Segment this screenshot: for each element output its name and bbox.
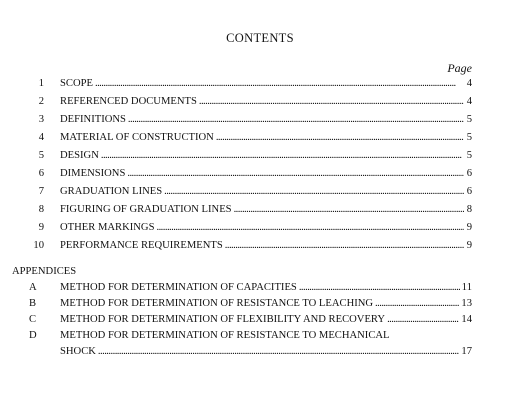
appendix-label-line1: METHOD FOR DETERMINATION OF RESISTANCE TO MECHANICAL [60, 330, 390, 341]
toc-entry [38, 94, 472, 109]
dot-leader [127, 166, 464, 181]
appendix-entry [60, 296, 472, 311]
dot-leader [98, 344, 459, 359]
toc-entry [33, 238, 472, 253]
dot-leader [225, 238, 464, 253]
toc-entry-page: 8 [466, 204, 472, 215]
appendix-label: METHOD FOR DETERMINATION OF RESISTANCE TO LEACHING [60, 298, 374, 309]
toc-entry [38, 166, 472, 181]
toc-entry-number: 9 [38, 222, 44, 233]
appendix-page: 17 [461, 346, 472, 357]
appendix-page: 11 [461, 282, 472, 293]
toc-entry [38, 220, 472, 235]
toc-entry-label: SCOPE [60, 78, 93, 89]
appendices-heading: APPENDICES [12, 266, 77, 277]
toc-entry-page: 6 [466, 186, 472, 197]
toc-entry-number: 7 [38, 186, 44, 197]
toc-entry-page: 9 [466, 222, 472, 233]
dot-leader [128, 112, 464, 127]
toc-entry-label: MATERIAL OF CONSTRUCTION [60, 132, 214, 143]
toc-entry-number: 1 [38, 78, 44, 89]
toc-entry-number: 2 [38, 96, 44, 107]
appendix-letter: C [29, 314, 37, 325]
toc-entry [38, 184, 472, 199]
toc-entry-number: 5 [38, 150, 44, 161]
toc-entry-label: REFERENCED DOCUMENTS [60, 96, 197, 107]
toc-entry-page: 5 [466, 132, 472, 143]
toc-entry-number: 3 [38, 114, 44, 125]
appendix-entry [60, 312, 472, 327]
toc-entry-page: 5 [466, 150, 472, 161]
toc-entry-page: 4 [466, 78, 472, 89]
appendix-letter: A [29, 282, 37, 293]
toc-entry [38, 148, 472, 163]
toc-entry [38, 130, 472, 145]
appendix-label: METHOD FOR DETERMINATION OF FLEXIBILITY AND RECOVERY [60, 314, 386, 325]
appendix-letter: D [29, 330, 37, 341]
toc-entry-number: 6 [38, 168, 44, 179]
page-title: CONTENTS [226, 31, 294, 45]
toc-entry-label: DEFINITIONS [60, 114, 126, 125]
toc-entry [38, 112, 472, 127]
dot-leader [164, 184, 464, 199]
dot-leader [199, 94, 464, 109]
appendix-letter: B [29, 298, 37, 309]
toc-entry-label: FIGURING OF GRADUATION LINES [60, 204, 232, 215]
toc-entry-page: 4 [466, 96, 472, 107]
toc-entry [38, 202, 472, 217]
dot-leader [299, 280, 460, 295]
dot-leader [101, 148, 464, 163]
toc-entry-number: 4 [38, 132, 44, 143]
dot-leader [387, 312, 459, 327]
toc-entry-label: GRADUATION LINES [60, 186, 163, 197]
appendix-entry [60, 344, 472, 359]
toc-entry-page: 5 [466, 114, 472, 125]
dot-leader [156, 220, 464, 235]
toc-entry-page: 6 [466, 168, 472, 179]
toc-entry-label: DIMENSIONS [60, 168, 126, 179]
appendix-entry [60, 280, 472, 295]
appendix-label-line2: SHOCK [60, 346, 96, 357]
toc-entry-number: 10 [33, 240, 44, 251]
dot-leader [375, 296, 459, 311]
dot-leader [95, 76, 464, 91]
toc-entry-page: 9 [466, 240, 472, 251]
appendix-page: 13 [461, 298, 472, 309]
toc-entry-label: OTHER MARKINGS [60, 222, 155, 233]
dot-leader [216, 130, 464, 145]
appendix-label: METHOD FOR DETERMINATION OF CAPACITIES [60, 282, 297, 293]
toc-entry-label: PERFORMANCE REQUIREMENTS [60, 240, 223, 251]
page-column-header: Page [447, 61, 472, 75]
toc-entry [38, 76, 472, 91]
toc-entry-number: 8 [38, 204, 44, 215]
appendix-page: 14 [461, 314, 472, 325]
dot-leader [234, 202, 464, 217]
toc-entry-label: DESIGN [60, 150, 99, 161]
